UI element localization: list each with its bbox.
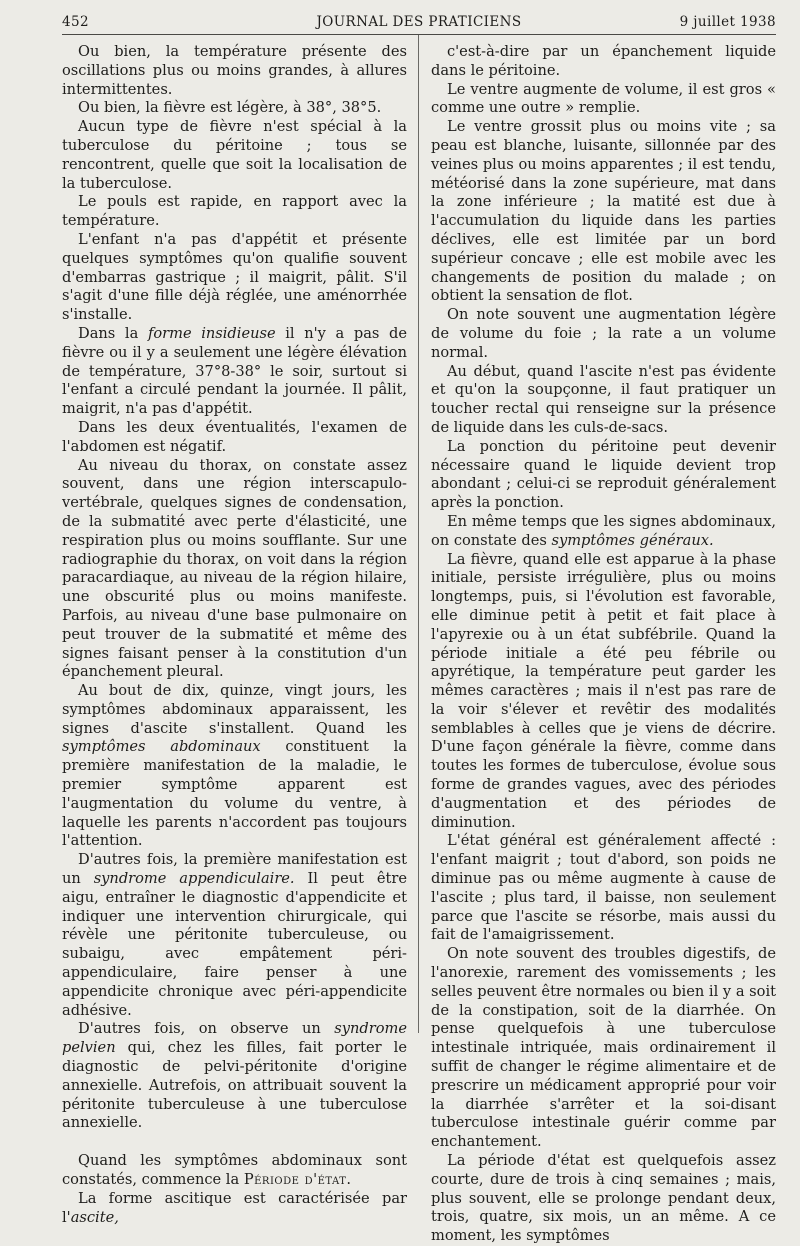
- paragraph-text: Au bout de dix, quinze, vingt jours, les symptômes abdominaux apparaissent, les signes d'ascite s'installent. Quand les: [62, 682, 407, 737]
- issue-date: 9 juillet 1938: [679, 14, 776, 30]
- paragraph-text: qui, chez les filles, fait porter le diagnostic de pelvi-péritonite d'origine annexielle. Autrefois, on attribuait souvent la péritonite tuberculeuse à une tuberculose annexielle.: [62, 1039, 407, 1132]
- section-term: Période d'état: [243, 1171, 347, 1189]
- right-column: [431, 43, 776, 1245]
- paragraph: L'enfant n'a pas d'appétit et présente quelques symptômes qu'on qualifie souvent d'embarras gastrique ; il maigrit, pâlit. S'il s'agit d'une fille déjà réglée, une aménorrhée s'installe.: [62, 230, 407, 324]
- emphasis-text: ascite,: [70, 1208, 119, 1226]
- two-column-body: [62, 43, 776, 1245]
- left-column: [62, 43, 408, 1226]
- paragraph-text: Dans la: [78, 324, 148, 342]
- paragraph-text: il n'y a pas de fièvre ou il y a seulement une légère élévation de température, 37°8-38° le soir, surtout si l'enfant a circulé pendant la journée. Il pâlit, maigrit, n'a pas d'appétit.: [62, 324, 407, 418]
- paragraph: [62, 851, 407, 1020]
- emphasis-text: forme insidieuse: [147, 324, 276, 342]
- paragraph: [62, 325, 407, 419]
- paragraph: La fièvre, quand elle est apparue à la phase initiale, persiste irrégulière, plus ou moins longtemps, puis, si l'évolution est favorable, elle diminue petit à petit et fait place à l'apyrexie ou à un état subfébrile. Quand la période initiale a été peu fébrile ou apyrétique, la température peut garder les mêmes caractères ; mais il n'est pas rare de la voir s'élever et revêtir des modalités semblables à celles que je viens de décrire. D'une façon générale la fièvre, comme dans toutes les formes de tuberculose, évolue sous forme de grandes vagues, avec des périodes d'augmentation et des périodes de diminution.: [431, 550, 776, 831]
- paragraph-text: D'autres fois, on observe un: [78, 1020, 335, 1038]
- paragraph: Le pouls est rapide, en rapport avec la température.: [62, 193, 407, 230]
- paragraph-text: Quand les symptômes abdominaux sont constatés, commence la: [62, 1152, 407, 1189]
- page-number: 452: [62, 14, 89, 30]
- emphasis-text: symptômes abdominaux: [62, 738, 261, 756]
- paragraph: Au niveau du thorax, on constate assez souvent, dans une région interscapulo-vertébrale, quelques signes de condensation, de la submatité avec perte d'élasticité, une respiration plus ou moins soufflante. Sur une radiographie du thorax, on voit dans la région paracardiaque, au niveau de la région hilaire, une obscurité plus ou moins manifeste. Parfois, au niveau d'une base pulmonaire on peut trouver de la submatité et même des signes faisant penser à la constitution d'un épanchement pleural.: [62, 456, 407, 681]
- emphasis-text: syndrome appendiculaire.: [93, 870, 295, 888]
- paragraph: [62, 1152, 407, 1190]
- paragraph: [62, 1190, 407, 1228]
- paragraph: L'état général est généralement affecté : l'enfant maigrit ; tout d'abord, son poids ne diminue pas ou même augmente à cause de l'ascite ; plus tard, il baisse, non seulement parce que l'ascite se résorbe, mais aussi du fait de l'amaigrissement.: [431, 832, 776, 944]
- paragraph: Ou bien, la fièvre est légère, à 38°, 38°5.: [78, 99, 382, 117]
- paragraph-text: D'autres fois, la première manifestation est un: [62, 851, 407, 888]
- emphasis-text: symptômes généraux.: [551, 531, 714, 549]
- paragraph: c'est-à-dire par un épanchement liquide dans le péritoine.: [431, 43, 776, 79]
- paragraph: On note souvent des troubles digestifs, de l'anorexie, rarement des vomissements ; les selles peuvent être normales ou bien il y a soit de la constipation, soit de la diarrhée. On pense quelquefois à une tuberculose intestinale intriquée, mais ordinairement il suffit de changer le régime alimentaire et de prescrire un médicament approprié pour voir la diarrhée s'arrêter et la soi-disant tuberculose intestinale guérir comme par enchantement.: [431, 945, 776, 1151]
- paragraph: Le ventre augmente de volume, il est gros « comme une outre » remplie.: [431, 80, 776, 117]
- paragraph-text: La forme ascitique est caractérisée par l': [62, 1189, 407, 1226]
- paragraph: [62, 1020, 407, 1133]
- paragraph-text: Il peut être aigu, entraîner le diagnostic d'appendicite et indiquer une intervention chirurgicale, qui révèle une péritonite tuberculeuse, ou subaigu, avec empâtement péri-appendiculaire, faire penser à une appendicite chronique avec péri-appendicite adhésive.: [62, 870, 408, 1019]
- journal-title: JOURNAL DES PRATICIENS: [316, 14, 522, 30]
- paragraph: [431, 513, 776, 551]
- paragraph: Au début, quand l'ascite n'est pas évidente et qu'on la soupçonne, il faut pratiquer un toucher rectal qui renseigne sur la présence de liquide dans les culs-de-sacs.: [431, 362, 776, 436]
- paragraph: Ou bien, la température présente des oscillations plus ou moins grandes, à allures intermittentes.: [62, 43, 407, 98]
- paragraph: La ponction du péritoine peut devenir nécessaire quand le liquide devient trop abondant ; celui-ci se reproduit généralement après la ponction.: [431, 437, 776, 512]
- paragraph: [62, 682, 407, 851]
- paragraph: La période d'état est quelquefois assez courte, dure de trois à cinq semaines ; mais, plus souvent, elle se prolonge pendant deux, trois, quatre, six mois, un an même. A ce moment, les symptômes: [431, 1152, 776, 1245]
- running-header: [62, 12, 776, 35]
- emphasis-text: syndrome pelvien: [62, 1020, 407, 1057]
- paragraph: Aucun type de fièvre n'est spécial à la tuberculose du péritoine ; tous se rencontrent, quelle que soit la localisation de la tuberculose.: [62, 118, 407, 192]
- paragraph-text: constituent la première manifestation de la maladie, le premier symptôme apparent est l'augmentation du volume du ventre, à laquelle les parents n'accordent pas toujours l'attention.: [62, 738, 407, 850]
- paragraph-text: .: [346, 1171, 352, 1189]
- paragraph-text: En même temps que les signes abdominaux, on constate des: [431, 512, 776, 549]
- paragraph: Le ventre grossit plus ou moins vite ; sa peau est blanche, luisante, sillonnée par des veines plus ou moins apparentes ; il est tendu, météorisé dans la zone supérieure, mat dans la zone inférieure ; la matité est due à l'accumulation du liquide dans les parties déclives, elle est limitée par un bord supérieur concave ; elle est mobile avec les changements de position du malade ; on obtient la sensation de flot.: [431, 118, 776, 305]
- paragraph: Dans les deux éventualités, l'examen de l'abdomen est négatif.: [62, 418, 407, 455]
- paragraph: On note souvent une augmentation légère de volume du foie ; la rate a un volume normal.: [431, 306, 776, 361]
